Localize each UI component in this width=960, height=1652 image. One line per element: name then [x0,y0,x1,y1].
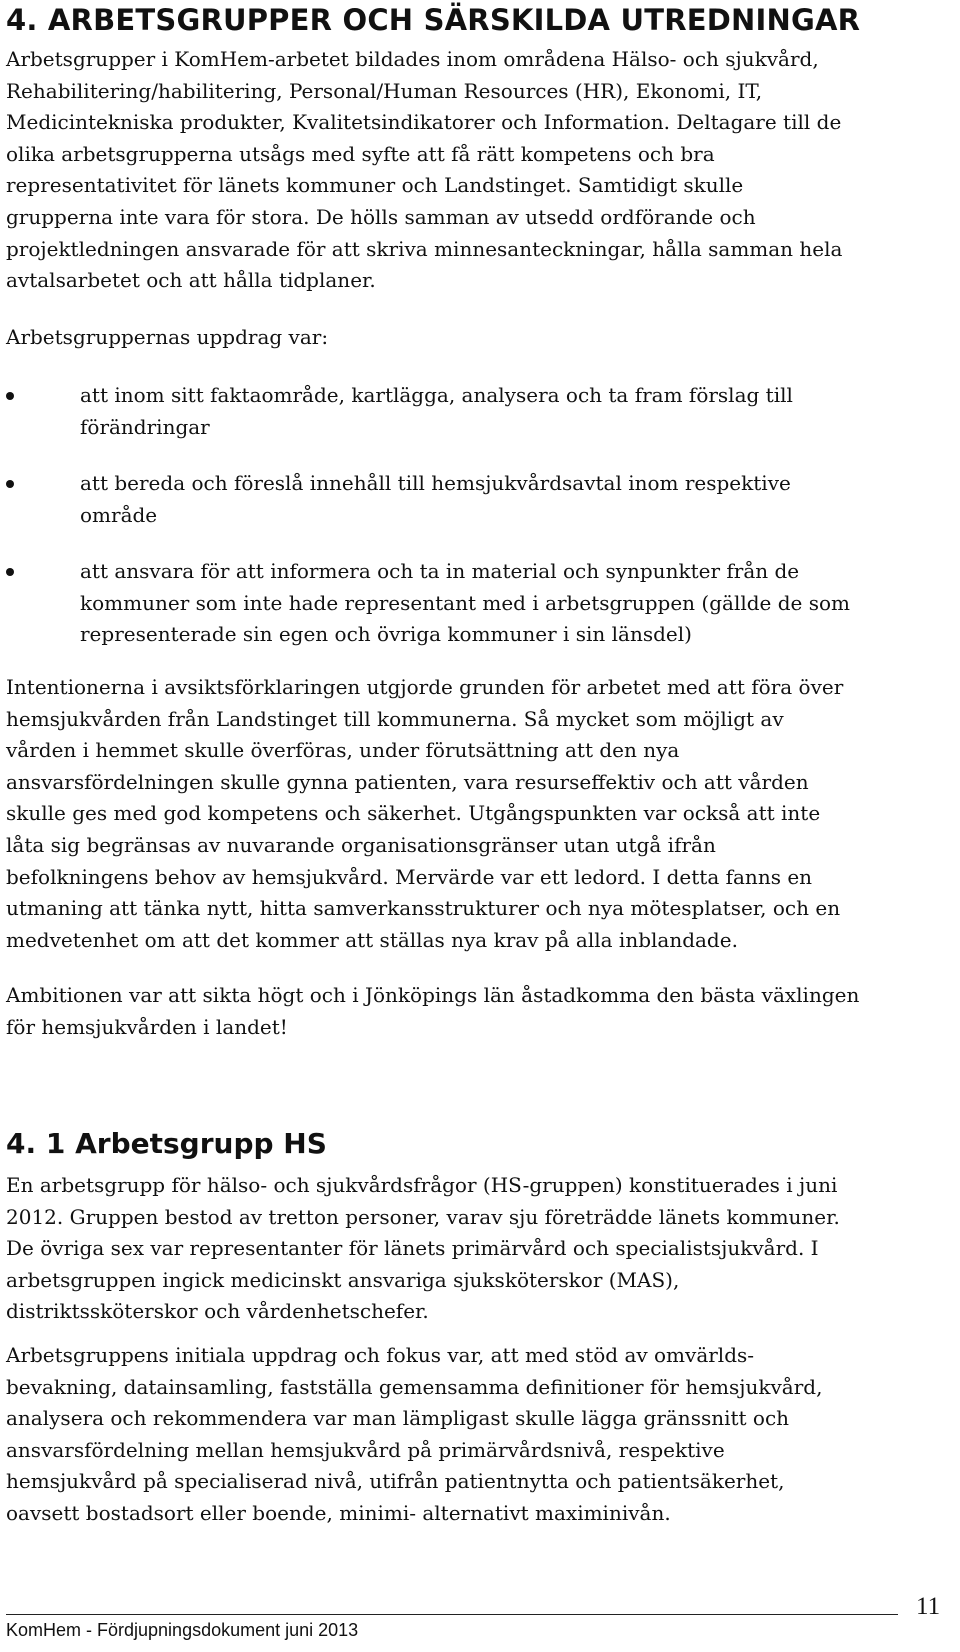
list-item-text [80,468,791,531]
paragraph-line: vården i hemmet skulle överföras, under förutsättning att den nya [6,738,680,763]
subsection-heading: 4. 1 Arbetsgrupp HS [6,1127,327,1160]
paragraph-line: Medicintekniska produkter, Kvalitetsindikatorer och Information. Deltagare till de [6,110,842,135]
list-item-text [80,380,793,443]
hs-group-paragraph [6,1170,946,1328]
mission-label-text: Arbetsgruppernas uppdrag var: [6,325,329,349]
paragraph-line: bevakning, datainsamling, fastställa gemensamma definitioner för hemsjukvård, [6,1374,823,1399]
paragraph-line: skulle ges med god kompetens och säkerhet. Utgångspunkten var också att inte [6,801,821,826]
section-heading: 4. ARBETSGRUPPER OCH SÄRSKILDA UTREDNINGAR [6,3,861,37]
paragraph-line: för hemsjukvården i landet! [6,1014,288,1039]
mission-label [6,322,946,354]
page-number: 11 [916,1593,941,1620]
paragraph-line: hemsjukvård på specialiserad nivå, utifrån patientnytta och patientsäkerhet, [6,1469,785,1494]
paragraph-line: kommuner som inte hade representant med i arbetsgruppen (gällde de som [80,590,850,615]
paragraph-line: distriktssköterskor och vårdenhetschefer. [6,1299,429,1324]
hs-mission-paragraph [6,1340,946,1530]
paragraph-line: representerade sin egen och övriga kommuner i sin länsdel) [80,622,692,647]
paragraph-line: utmaning att tänka nytt, hitta samverkansstrukturer och nya mötesplatser, och en [6,896,841,921]
paragraph-line: Arbetsgruppens initiala uppdrag och fokus var, att med stöd av omvärlds- [6,1343,755,1367]
intentions-paragraph [6,672,946,956]
paragraph-line: grupperna inte vara för stora. De hölls samman av utsedd ordförande och [6,204,756,229]
paragraph-line: låta sig begränsas av nuvarande organisationsgränser utan utgå ifrån [6,832,716,857]
intro-paragraph [6,44,946,297]
paragraph-line: avtalsarbetet och att hålla tidplaner. [6,268,376,293]
bullet-icon [6,392,14,400]
paragraph-line: ansvarsfördelning mellan hemsjukvård på primärvårdsnivå, respektive [6,1437,725,1462]
paragraph-line: Rehabilitering/habilitering, Personal/Human Resources (HR), Ekonomi, IT, [6,78,763,103]
paragraph-line: att bereda och föreslå innehåll till hemsjukvårdsavtal inom respektive [80,471,791,495]
paragraph-line: Arbetsgrupper i KomHem-arbetet bildades inom områdena Hälso- och sjukvård, [6,47,819,71]
paragraph-line: En arbetsgrupp för hälso- och sjukvårdsfrågor (HS-gruppen) konstituerades i juni [6,1173,838,1197]
ambition-paragraph [6,980,946,1043]
paragraph-line: att ansvara för att informera och ta in material och synpunkter från de [80,559,800,583]
paragraph-line: befolkningens behov av hemsjukvård. Mervärde var ett ledord. I detta fanns en [6,864,813,889]
paragraph-line: 2012. Gruppen bestod av tretton personer, varav sju företrädde länets kommuner. [6,1204,840,1229]
list-item-text [80,556,850,651]
paragraph-line: analysera och rekommendera var man lämpligast skulle lägga gränssnitt och [6,1406,790,1431]
paragraph-line: ansvarsfördelningen skulle gynna patienten, vara resurseffektiv och att vården [6,769,809,794]
paragraph-line: olika arbetsgrupperna utsågs med syfte att få rätt kompetens och bra [6,141,715,166]
footer-text: KomHem - Fördjupningsdokument juni 2013 [6,1620,359,1640]
paragraph-line: Intentionerna i avsiktsförklaringen utgjorde grunden för arbetet med att föra över [6,675,844,699]
paragraph-line: förändringar [80,414,210,439]
paragraph-line: medvetenhet om att det kommer att ställas nya krav på alla inblandade. [6,927,738,952]
paragraph-line: Ambitionen var att sikta högt och i Jönköpings län åstadkomma den bästa växlingen [6,983,860,1007]
footer-divider [6,1614,898,1615]
paragraph-line: representativitet för länets kommuner och Landstinget. Samtidigt skulle [6,173,744,198]
paragraph-line: De övriga sex var representanter för länets primärvård och specialistsjukvård. I [6,1236,819,1261]
paragraph-line: att inom sitt faktaområde, kartlägga, analysera och ta fram förslag till [80,383,793,407]
bullet-icon [6,568,14,576]
paragraph-line: arbetsgruppen ingick medicinskt ansvariga sjuksköterskor (MAS), [6,1267,680,1292]
bullet-icon [6,480,14,488]
paragraph-line: hemsjukvården från Landstinget till kommunerna. Så mycket som möjligt av [6,706,784,731]
paragraph-line: område [80,502,158,527]
paragraph-line: projektledningen ansvarade för att skriva minnesanteckningar, hålla samman hela [6,236,843,261]
paragraph-line: oavsett bostadsort eller boende, minimi- alternativt maximinivån. [6,1500,671,1525]
